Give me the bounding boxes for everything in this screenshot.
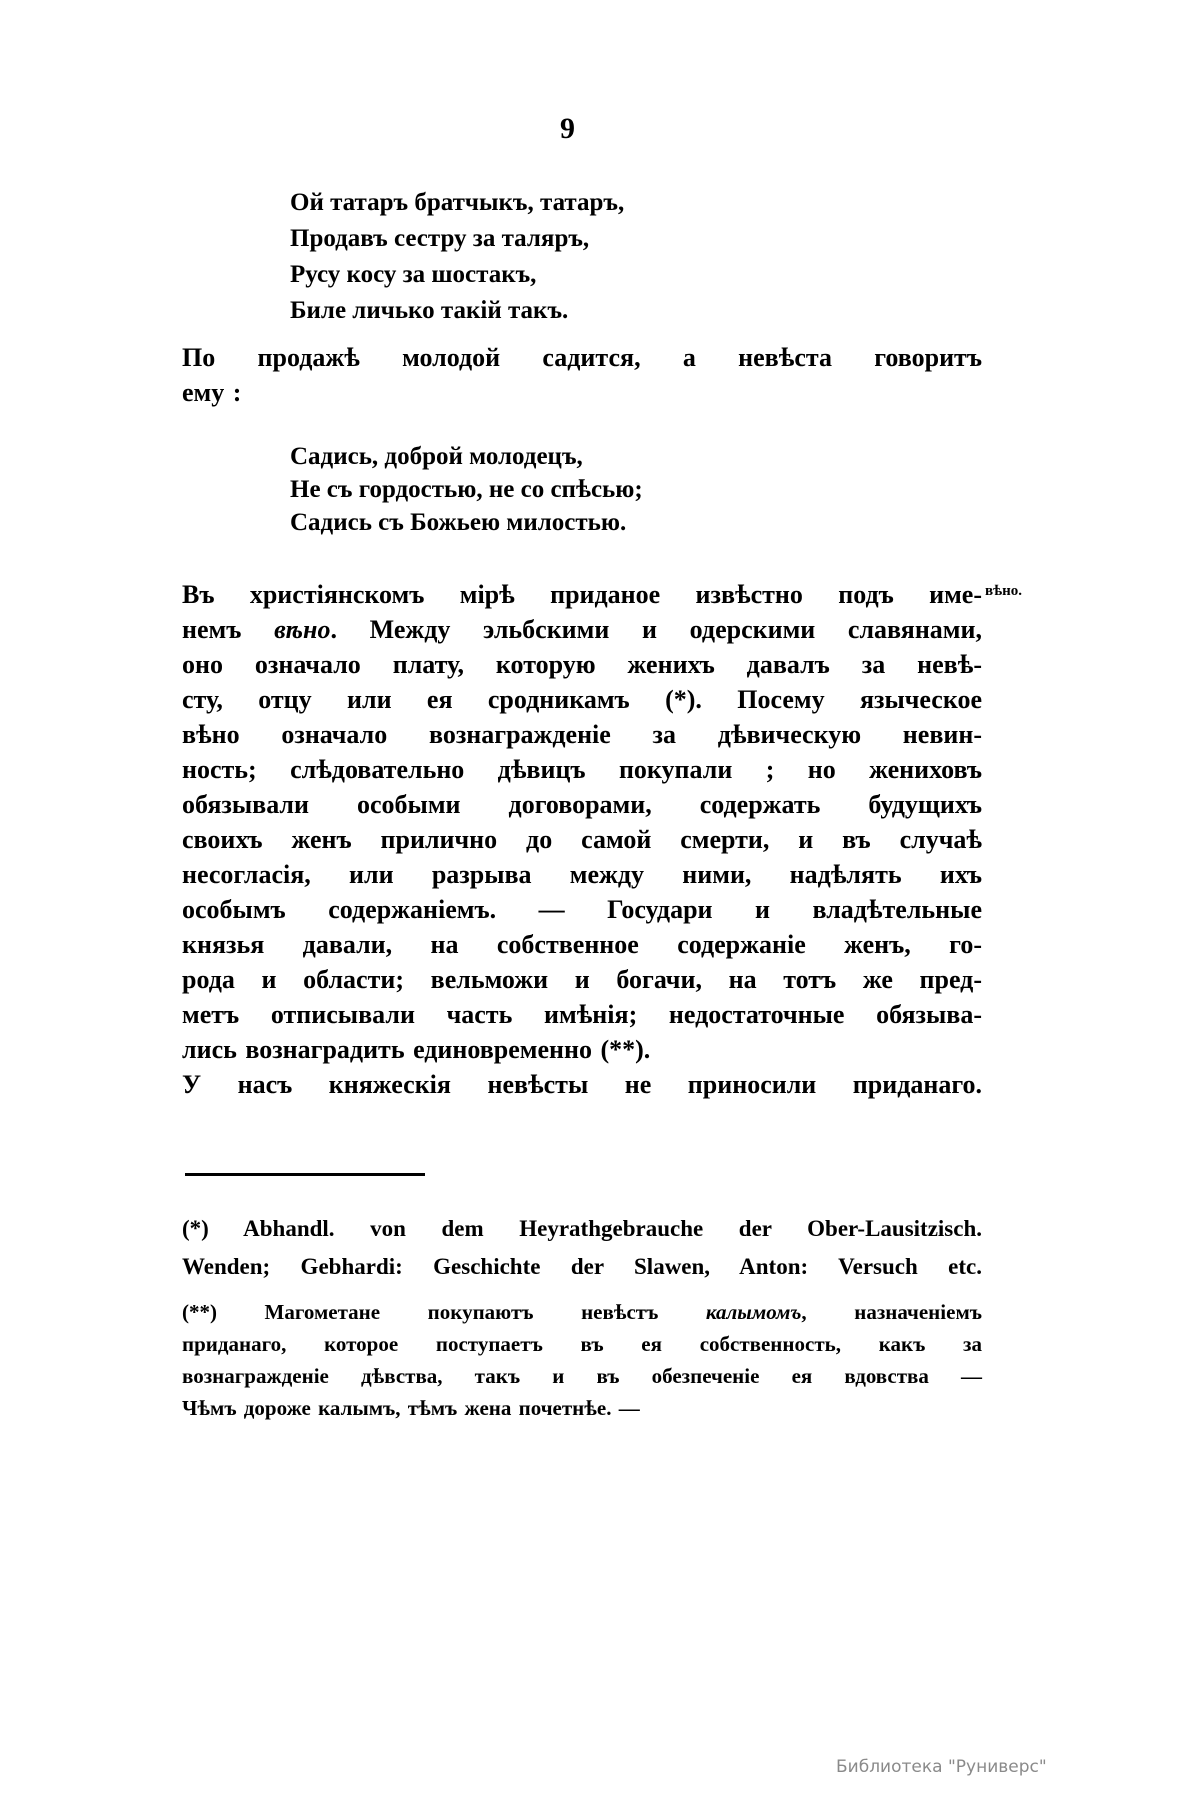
verse-block-2 [290, 440, 643, 539]
verse-line: Биле личько такій такъ. [290, 297, 569, 324]
text-line: лись вознаградить единовременно (**). [182, 1035, 651, 1064]
text-line: ему : [182, 378, 242, 407]
text-span: (**) Магометане покупаютъ невѣстъ [182, 1300, 706, 1324]
italic-term: вѣно [274, 615, 331, 644]
text-span: немъ [182, 615, 275, 644]
footnote-2 [182, 1296, 982, 1424]
text-span: , назначеніемъ [801, 1300, 982, 1324]
text-line: Въ христіянскомъ мірѣ приданое извѣстно подъ име- [182, 580, 982, 609]
text-line: Wenden; Gebhardi: Geschichte der Slawen, Anton: Versuch etc. [182, 1254, 982, 1279]
text-line: У насъ княжескія невѣсты не приносили приданаго. [182, 1070, 982, 1099]
text-line: оно означало плату, которую женихъ давалъ за невѣ- [182, 650, 982, 679]
verse-line: Садись, доброй молодецъ, [290, 443, 583, 470]
italic-term: калымомъ [705, 1300, 802, 1324]
text-line: несогласія, или разрыва между ними, надѣлять ихъ [182, 860, 982, 889]
text-line: особымъ содержаніемъ. — Государи и владѣтельные [182, 895, 982, 924]
text-line: метъ отписывали часть имѣнія; недостаточные обязыва- [182, 1000, 982, 1029]
paragraph-2 [182, 577, 982, 1102]
text-line: вознагражденіе дѣвства, такъ и въ обезпеченіе ея вдовства — [182, 1364, 982, 1388]
text-line: ность; слѣдовательно дѣвицъ покупали ; но жениховъ [182, 755, 982, 784]
text-line: сту, отцу или ея сродникамъ (*). Посему языческое [182, 685, 982, 714]
verse-line: Не съ гордостью, не со спѣсью; [290, 476, 643, 503]
text-line: вѣно означало вознагражденіе за дѣвическую невин- [182, 720, 982, 749]
text-line: приданаго, которое поступаетъ въ ея собственность, какъ за [182, 1332, 982, 1356]
text-line: По продажѣ молодой садится, а невѣста говоритъ [182, 343, 982, 372]
verse-line: Садись съ Божьею милостью. [290, 509, 627, 536]
verse-block-1 [290, 185, 624, 329]
text-line: обязывали особыми договорами, содержать будущихъ [182, 790, 982, 819]
footnote-1 [182, 1210, 982, 1286]
text-line [182, 612, 982, 647]
verse-line: Продавъ сестру за таляръ, [290, 225, 590, 252]
text-line [182, 1296, 982, 1328]
text-line: своихъ женъ прилично до самой смерти, и въ случаѣ [182, 825, 982, 854]
text-line: (*) Abhandl. von dem Heyrathgebrauche der Ober-Lausitzisch. [182, 1216, 982, 1241]
library-watermark: Библиотека "Руниверс" [836, 1757, 1047, 1777]
footnote-rule [185, 1173, 425, 1176]
page-number: 9 [560, 112, 575, 145]
text-line: князья давали, на собственное содержаніе женъ, го- [182, 930, 982, 959]
paragraph-1 [182, 340, 982, 410]
verse-line: Ой татаръ братчыкъ, татаръ, [290, 189, 625, 216]
text-span: . Между эльбскими и одерскими славянами, [330, 615, 982, 644]
margin-note: вѣно. [985, 583, 1022, 599]
verse-line: Русу косу за шостакъ, [290, 261, 537, 288]
text-line: рода и области; вельможи и богачи, на тотъ же пред- [182, 965, 982, 994]
text-line: Чѣмъ дороже калымъ, тѣмъ жена почетнѣе. — [182, 1396, 640, 1420]
